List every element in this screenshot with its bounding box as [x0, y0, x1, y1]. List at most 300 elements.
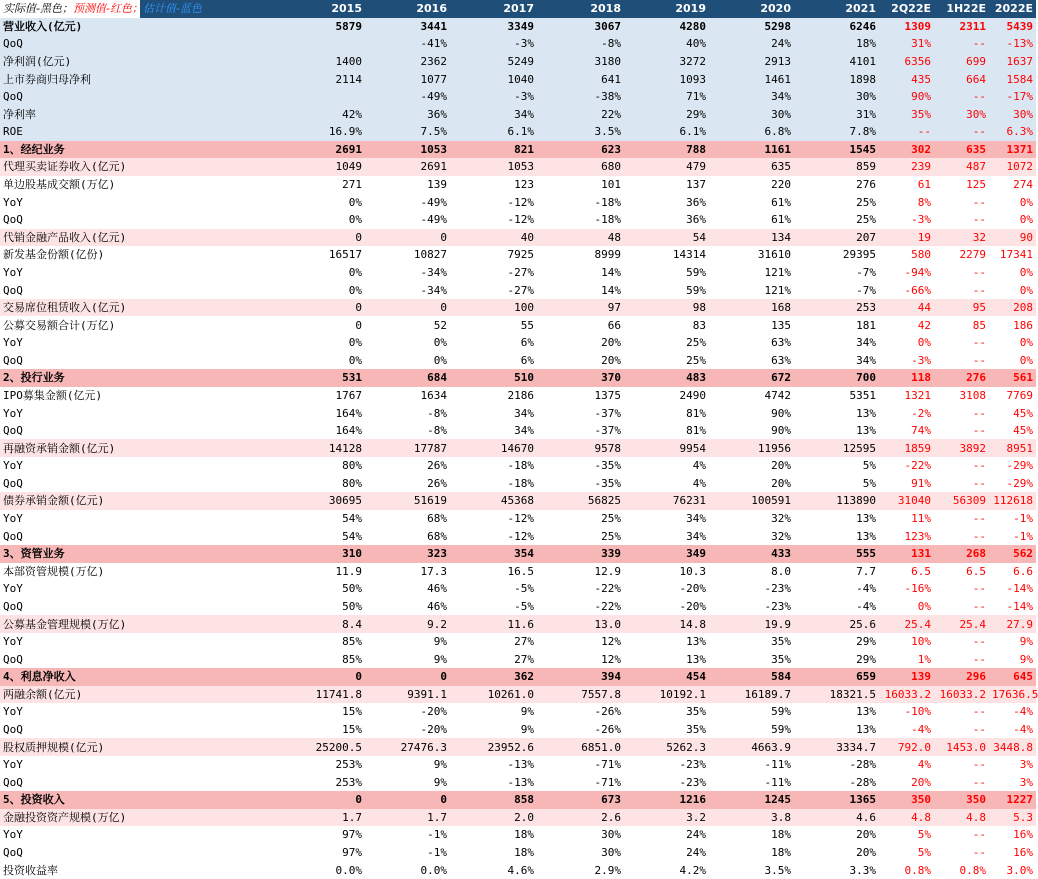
row-label: ROE	[0, 123, 140, 141]
value-cell: 3892	[934, 439, 989, 457]
value-cell: --	[934, 281, 989, 299]
value-cell: 91%	[879, 475, 934, 493]
table-row	[0, 352, 1036, 370]
value-cell: 370	[537, 369, 624, 387]
value-cell: 9391.1	[365, 686, 450, 704]
value-cell: -23%	[624, 756, 709, 774]
col-header: 2Q22E	[879, 0, 934, 18]
value-cell: 44	[879, 299, 934, 317]
value-cell: 672	[709, 369, 794, 387]
row-label: 投资收益率	[0, 861, 140, 879]
value-cell: 5298	[709, 18, 794, 36]
value-cell: 24%	[624, 826, 709, 844]
value-cell: 59%	[624, 281, 709, 299]
value-cell: 1321	[879, 387, 934, 405]
value-cell: 0	[140, 316, 365, 334]
value-cell: 131	[879, 545, 934, 563]
value-cell: 10827	[365, 246, 450, 264]
legend-estimate: 估计值-蓝色	[142, 2, 202, 16]
value-cell: 5879	[140, 18, 365, 36]
value-cell: 0%	[989, 211, 1036, 229]
value-cell: 2691	[365, 158, 450, 176]
value-cell: 123	[450, 176, 537, 194]
table-row	[0, 176, 1036, 194]
value-cell: 8.0	[709, 563, 794, 581]
value-cell: 68%	[365, 527, 450, 545]
value-cell: 81%	[624, 422, 709, 440]
value-cell: 2.9%	[537, 861, 624, 879]
value-cell: 561	[989, 369, 1036, 387]
row-label: QoQ	[0, 650, 140, 668]
value-cell: 5439	[989, 18, 1036, 36]
value-cell: 118	[879, 369, 934, 387]
value-cell: -2%	[879, 404, 934, 422]
table-row	[0, 738, 1036, 756]
value-cell: 339	[537, 545, 624, 563]
value-cell: 16%	[989, 826, 1036, 844]
header-row	[0, 0, 1036, 18]
value-cell: -20%	[624, 598, 709, 616]
value-cell: 3.0%	[989, 861, 1036, 879]
value-cell: 3349	[450, 18, 537, 36]
value-cell: -14%	[989, 598, 1036, 616]
value-cell: 0%	[989, 193, 1036, 211]
value-cell: -20%	[365, 721, 450, 739]
table-row	[0, 650, 1036, 668]
value-cell: 9%	[365, 773, 450, 791]
value-cell: -11%	[709, 756, 794, 774]
value-cell: 1634	[365, 387, 450, 405]
row-label: YoY	[0, 580, 140, 598]
table-row	[0, 563, 1036, 581]
table-row	[0, 299, 1036, 317]
table-row	[0, 141, 1036, 159]
value-cell: 7.5%	[365, 123, 450, 141]
value-cell: 271	[140, 176, 365, 194]
value-cell: 5262.3	[624, 738, 709, 756]
value-cell: 0%	[989, 334, 1036, 352]
value-cell: --	[934, 264, 989, 282]
value-cell: -1%	[989, 527, 1036, 545]
value-cell: --	[934, 826, 989, 844]
table-row	[0, 387, 1036, 405]
value-cell: 0%	[140, 334, 365, 352]
value-cell: 42%	[140, 105, 365, 123]
value-cell: 51619	[365, 492, 450, 510]
value-cell: 310	[140, 545, 365, 563]
value-cell: 56825	[537, 492, 624, 510]
value-cell: 253	[794, 299, 879, 317]
value-cell: -4%	[794, 598, 879, 616]
value-cell: 63%	[709, 352, 794, 370]
row-label: QoQ	[0, 773, 140, 791]
value-cell: 14314	[624, 246, 709, 264]
row-label: 两融余额(亿元)	[0, 686, 140, 704]
value-cell: 1161	[709, 141, 794, 159]
value-cell: 24%	[624, 844, 709, 862]
table-body	[0, 18, 1036, 879]
value-cell: 531	[140, 369, 365, 387]
table-row	[0, 158, 1036, 176]
value-cell: 34%	[624, 510, 709, 528]
row-label: YoY	[0, 703, 140, 721]
value-cell: 859	[794, 158, 879, 176]
value-cell: 5351	[794, 387, 879, 405]
value-cell: 3108	[934, 387, 989, 405]
row-label: QoQ	[0, 475, 140, 493]
table-row	[0, 791, 1036, 809]
value-cell: 208	[989, 299, 1036, 317]
value-cell: 8951	[989, 439, 1036, 457]
table-row	[0, 598, 1036, 616]
value-cell: 164%	[140, 404, 365, 422]
value-cell: 680	[537, 158, 624, 176]
value-cell: 16033.2	[879, 686, 934, 704]
value-cell: 18%	[709, 826, 794, 844]
value-cell: 125	[934, 176, 989, 194]
table-row	[0, 211, 1036, 229]
value-cell: -23%	[709, 580, 794, 598]
value-cell: 1077	[365, 70, 450, 88]
value-cell: 40%	[624, 35, 709, 53]
value-cell: 30%	[934, 105, 989, 123]
value-cell: 17636.5	[989, 686, 1036, 704]
value-cell: 29%	[794, 633, 879, 651]
row-label: 净利率	[0, 105, 140, 123]
value-cell: -49%	[365, 211, 450, 229]
table-row	[0, 580, 1036, 598]
value-cell: --	[934, 598, 989, 616]
value-cell: 24%	[709, 35, 794, 53]
value-cell: 0	[365, 299, 450, 317]
value-cell: -13%	[450, 756, 537, 774]
value-cell: 10%	[879, 633, 934, 651]
value-cell: --	[934, 404, 989, 422]
value-cell: 52	[365, 316, 450, 334]
value-cell: -8%	[537, 35, 624, 53]
value-cell: 11.9	[140, 563, 365, 581]
value-cell: 17341	[989, 246, 1036, 264]
value-cell: 16517	[140, 246, 365, 264]
value-cell: -12%	[450, 211, 537, 229]
value-cell: 4.8	[879, 809, 934, 827]
value-cell: -94%	[879, 264, 934, 282]
value-cell: 80%	[140, 475, 365, 493]
value-cell: -1%	[365, 826, 450, 844]
value-cell: 13%	[794, 703, 879, 721]
value-cell: 635	[709, 158, 794, 176]
value-cell: 101	[537, 176, 624, 194]
value-cell: 85%	[140, 650, 365, 668]
value-cell: -1%	[989, 510, 1036, 528]
row-label: QoQ	[0, 352, 140, 370]
value-cell: 31040	[879, 492, 934, 510]
row-label: YoY	[0, 404, 140, 422]
value-cell: 0%	[140, 264, 365, 282]
value-cell: 664	[934, 70, 989, 88]
value-cell: 121%	[709, 281, 794, 299]
value-cell: 27476.3	[365, 738, 450, 756]
row-label: 3、资管业务	[0, 545, 140, 563]
value-cell: -37%	[537, 422, 624, 440]
value-cell: 27%	[450, 633, 537, 651]
value-cell: -3%	[879, 211, 934, 229]
value-cell: 268	[934, 545, 989, 563]
value-cell: -7%	[794, 264, 879, 282]
value-cell: 788	[624, 141, 709, 159]
value-cell: 83	[624, 316, 709, 334]
value-cell: -20%	[365, 703, 450, 721]
value-cell: --	[934, 457, 989, 475]
value-cell: 4%	[624, 475, 709, 493]
value-cell: 35%	[624, 703, 709, 721]
value-cell: 121%	[709, 264, 794, 282]
value-cell: -12%	[450, 527, 537, 545]
value-cell: 25.6	[794, 615, 879, 633]
row-label: 再融资承销金额(亿元)	[0, 439, 140, 457]
value-cell: 821	[450, 141, 537, 159]
value-cell: 7925	[450, 246, 537, 264]
value-cell: 6.1%	[624, 123, 709, 141]
value-cell: 3%	[989, 756, 1036, 774]
value-cell: 9954	[624, 439, 709, 457]
value-cell: -26%	[537, 721, 624, 739]
value-cell: 4.8	[934, 809, 989, 827]
row-label: YoY	[0, 193, 140, 211]
value-cell: 134	[709, 229, 794, 247]
value-cell: -23%	[624, 773, 709, 791]
value-cell: 3067	[537, 18, 624, 36]
value-cell: 0.0%	[365, 861, 450, 879]
value-cell: 17.3	[365, 563, 450, 581]
value-cell: 3.5%	[709, 861, 794, 879]
value-cell: 18%	[450, 826, 537, 844]
value-cell: 0	[365, 229, 450, 247]
value-cell: -10%	[879, 703, 934, 721]
value-cell: 9%	[450, 703, 537, 721]
value-cell: 20%	[879, 773, 934, 791]
value-cell: 25%	[537, 527, 624, 545]
value-cell: 9%	[989, 633, 1036, 651]
row-label: 5、投资收入	[0, 791, 140, 809]
value-cell: -5%	[450, 598, 537, 616]
value-cell: 59%	[709, 703, 794, 721]
value-cell: 25.4	[879, 615, 934, 633]
value-cell: 61	[879, 176, 934, 194]
value-cell: 90	[989, 229, 1036, 247]
value-cell: 6.8%	[709, 123, 794, 141]
value-cell: 31%	[879, 35, 934, 53]
table-row	[0, 615, 1036, 633]
value-cell: --	[934, 88, 989, 106]
value-cell: 34%	[450, 422, 537, 440]
value-cell	[140, 35, 365, 53]
value-cell: 7557.8	[537, 686, 624, 704]
value-cell: -5%	[450, 580, 537, 598]
value-cell: 1040	[450, 70, 537, 88]
value-cell: 30%	[709, 105, 794, 123]
table-row	[0, 264, 1036, 282]
row-label: QoQ	[0, 422, 140, 440]
value-cell: 50%	[140, 598, 365, 616]
row-label: QoQ	[0, 211, 140, 229]
value-cell: 1898	[794, 70, 879, 88]
table-row	[0, 70, 1036, 88]
row-label: 代销金融产品收入(亿元)	[0, 229, 140, 247]
value-cell: -13%	[450, 773, 537, 791]
table-row	[0, 809, 1036, 827]
value-cell: 61%	[709, 193, 794, 211]
value-cell: 354	[450, 545, 537, 563]
value-cell: 66	[537, 316, 624, 334]
value-cell: 14%	[537, 264, 624, 282]
value-cell: 858	[450, 791, 537, 809]
value-cell: 6356	[879, 53, 934, 71]
value-cell: 13%	[794, 527, 879, 545]
value-cell: -71%	[537, 756, 624, 774]
value-cell: -35%	[537, 457, 624, 475]
col-header: 2021	[794, 0, 879, 18]
value-cell: 13%	[794, 510, 879, 528]
value-cell: 25%	[624, 334, 709, 352]
value-cell: 25%	[794, 193, 879, 211]
value-cell: 10.3	[624, 563, 709, 581]
value-cell: 2114	[140, 70, 365, 88]
col-header: 2019	[624, 0, 709, 18]
value-cell: 580	[879, 246, 934, 264]
value-cell: 5%	[879, 826, 934, 844]
value-cell: -4%	[879, 721, 934, 739]
value-cell: 34%	[794, 334, 879, 352]
value-cell: 673	[537, 791, 624, 809]
value-cell: 32%	[709, 527, 794, 545]
value-cell: 19	[879, 229, 934, 247]
value-cell: 112618	[989, 492, 1036, 510]
value-cell: 2186	[450, 387, 537, 405]
value-cell: 1461	[709, 70, 794, 88]
value-cell: 6%	[450, 352, 537, 370]
row-label: 1、经纪业务	[0, 141, 140, 159]
value-cell: 13%	[624, 650, 709, 668]
value-cell: 1.7	[140, 809, 365, 827]
col-header: 1H22E	[934, 0, 989, 18]
row-label: 本部资管规模(万亿)	[0, 563, 140, 581]
value-cell: 61%	[709, 211, 794, 229]
value-cell: 1053	[450, 158, 537, 176]
value-cell: 1%	[879, 650, 934, 668]
value-cell: 0%	[140, 211, 365, 229]
table-row	[0, 281, 1036, 299]
value-cell: --	[934, 334, 989, 352]
col-header: 2016	[365, 0, 450, 18]
value-cell: 181	[794, 316, 879, 334]
value-cell: 0.8%	[934, 861, 989, 879]
value-cell: -37%	[537, 404, 624, 422]
table-row	[0, 844, 1036, 862]
value-cell: -14%	[989, 580, 1036, 598]
table-row	[0, 123, 1036, 141]
value-cell: 97	[537, 299, 624, 317]
value-cell: 35%	[624, 721, 709, 739]
value-cell: 699	[934, 53, 989, 71]
value-cell: 0	[140, 299, 365, 317]
value-cell: --	[934, 193, 989, 211]
legend-cell	[0, 0, 202, 18]
value-cell: -66%	[879, 281, 934, 299]
table-row	[0, 457, 1036, 475]
row-label: QoQ	[0, 844, 140, 862]
value-cell: 12%	[537, 633, 624, 651]
value-cell: 323	[365, 545, 450, 563]
value-cell: -29%	[989, 457, 1036, 475]
value-cell: 0%	[140, 193, 365, 211]
value-cell: 1309	[879, 18, 934, 36]
value-cell: 31%	[794, 105, 879, 123]
value-cell: 6.6	[989, 563, 1036, 581]
value-cell: 2362	[365, 53, 450, 71]
value-cell: 2490	[624, 387, 709, 405]
value-cell: 5249	[450, 53, 537, 71]
value-cell: 11%	[879, 510, 934, 528]
value-cell: 13%	[624, 633, 709, 651]
value-cell: 9%	[365, 650, 450, 668]
value-cell: 55	[450, 316, 537, 334]
value-cell: -29%	[989, 475, 1036, 493]
value-cell: 14%	[537, 281, 624, 299]
value-cell: -16%	[879, 580, 934, 598]
value-cell: 85	[934, 316, 989, 334]
value-cell: 139	[365, 176, 450, 194]
value-cell: 433	[709, 545, 794, 563]
value-cell: 20%	[709, 475, 794, 493]
value-cell: 3.5%	[537, 123, 624, 141]
value-cell: 362	[450, 668, 537, 686]
value-cell: --	[934, 211, 989, 229]
row-label: YoY	[0, 510, 140, 528]
value-cell: 63%	[709, 334, 794, 352]
value-cell: 59%	[709, 721, 794, 739]
value-cell: 36%	[624, 211, 709, 229]
value-cell: 14128	[140, 439, 365, 457]
value-cell: 207	[794, 229, 879, 247]
value-cell: 276	[794, 176, 879, 194]
table-row	[0, 668, 1036, 686]
value-cell: 1767	[140, 387, 365, 405]
table-row	[0, 439, 1036, 457]
value-cell: 7769	[989, 387, 1036, 405]
value-cell: 1053	[365, 141, 450, 159]
table-row	[0, 721, 1036, 739]
value-cell: 29%	[624, 105, 709, 123]
table-row	[0, 492, 1036, 510]
value-cell: -17%	[989, 88, 1036, 106]
value-cell: -3%	[879, 352, 934, 370]
value-cell: 4101	[794, 53, 879, 71]
value-cell: 4.6%	[450, 861, 537, 879]
table-row	[0, 334, 1036, 352]
value-cell: 5.3	[989, 809, 1036, 827]
value-cell: 1093	[624, 70, 709, 88]
value-cell: 9%	[989, 650, 1036, 668]
table-row	[0, 703, 1036, 721]
value-cell: 0	[365, 668, 450, 686]
row-label: 上市券商归母净利	[0, 70, 140, 88]
value-cell: 0	[140, 229, 365, 247]
value-cell: -12%	[450, 510, 537, 528]
value-cell: 6.5	[879, 563, 934, 581]
value-cell: -20%	[624, 580, 709, 598]
value-cell: 302	[879, 141, 934, 159]
